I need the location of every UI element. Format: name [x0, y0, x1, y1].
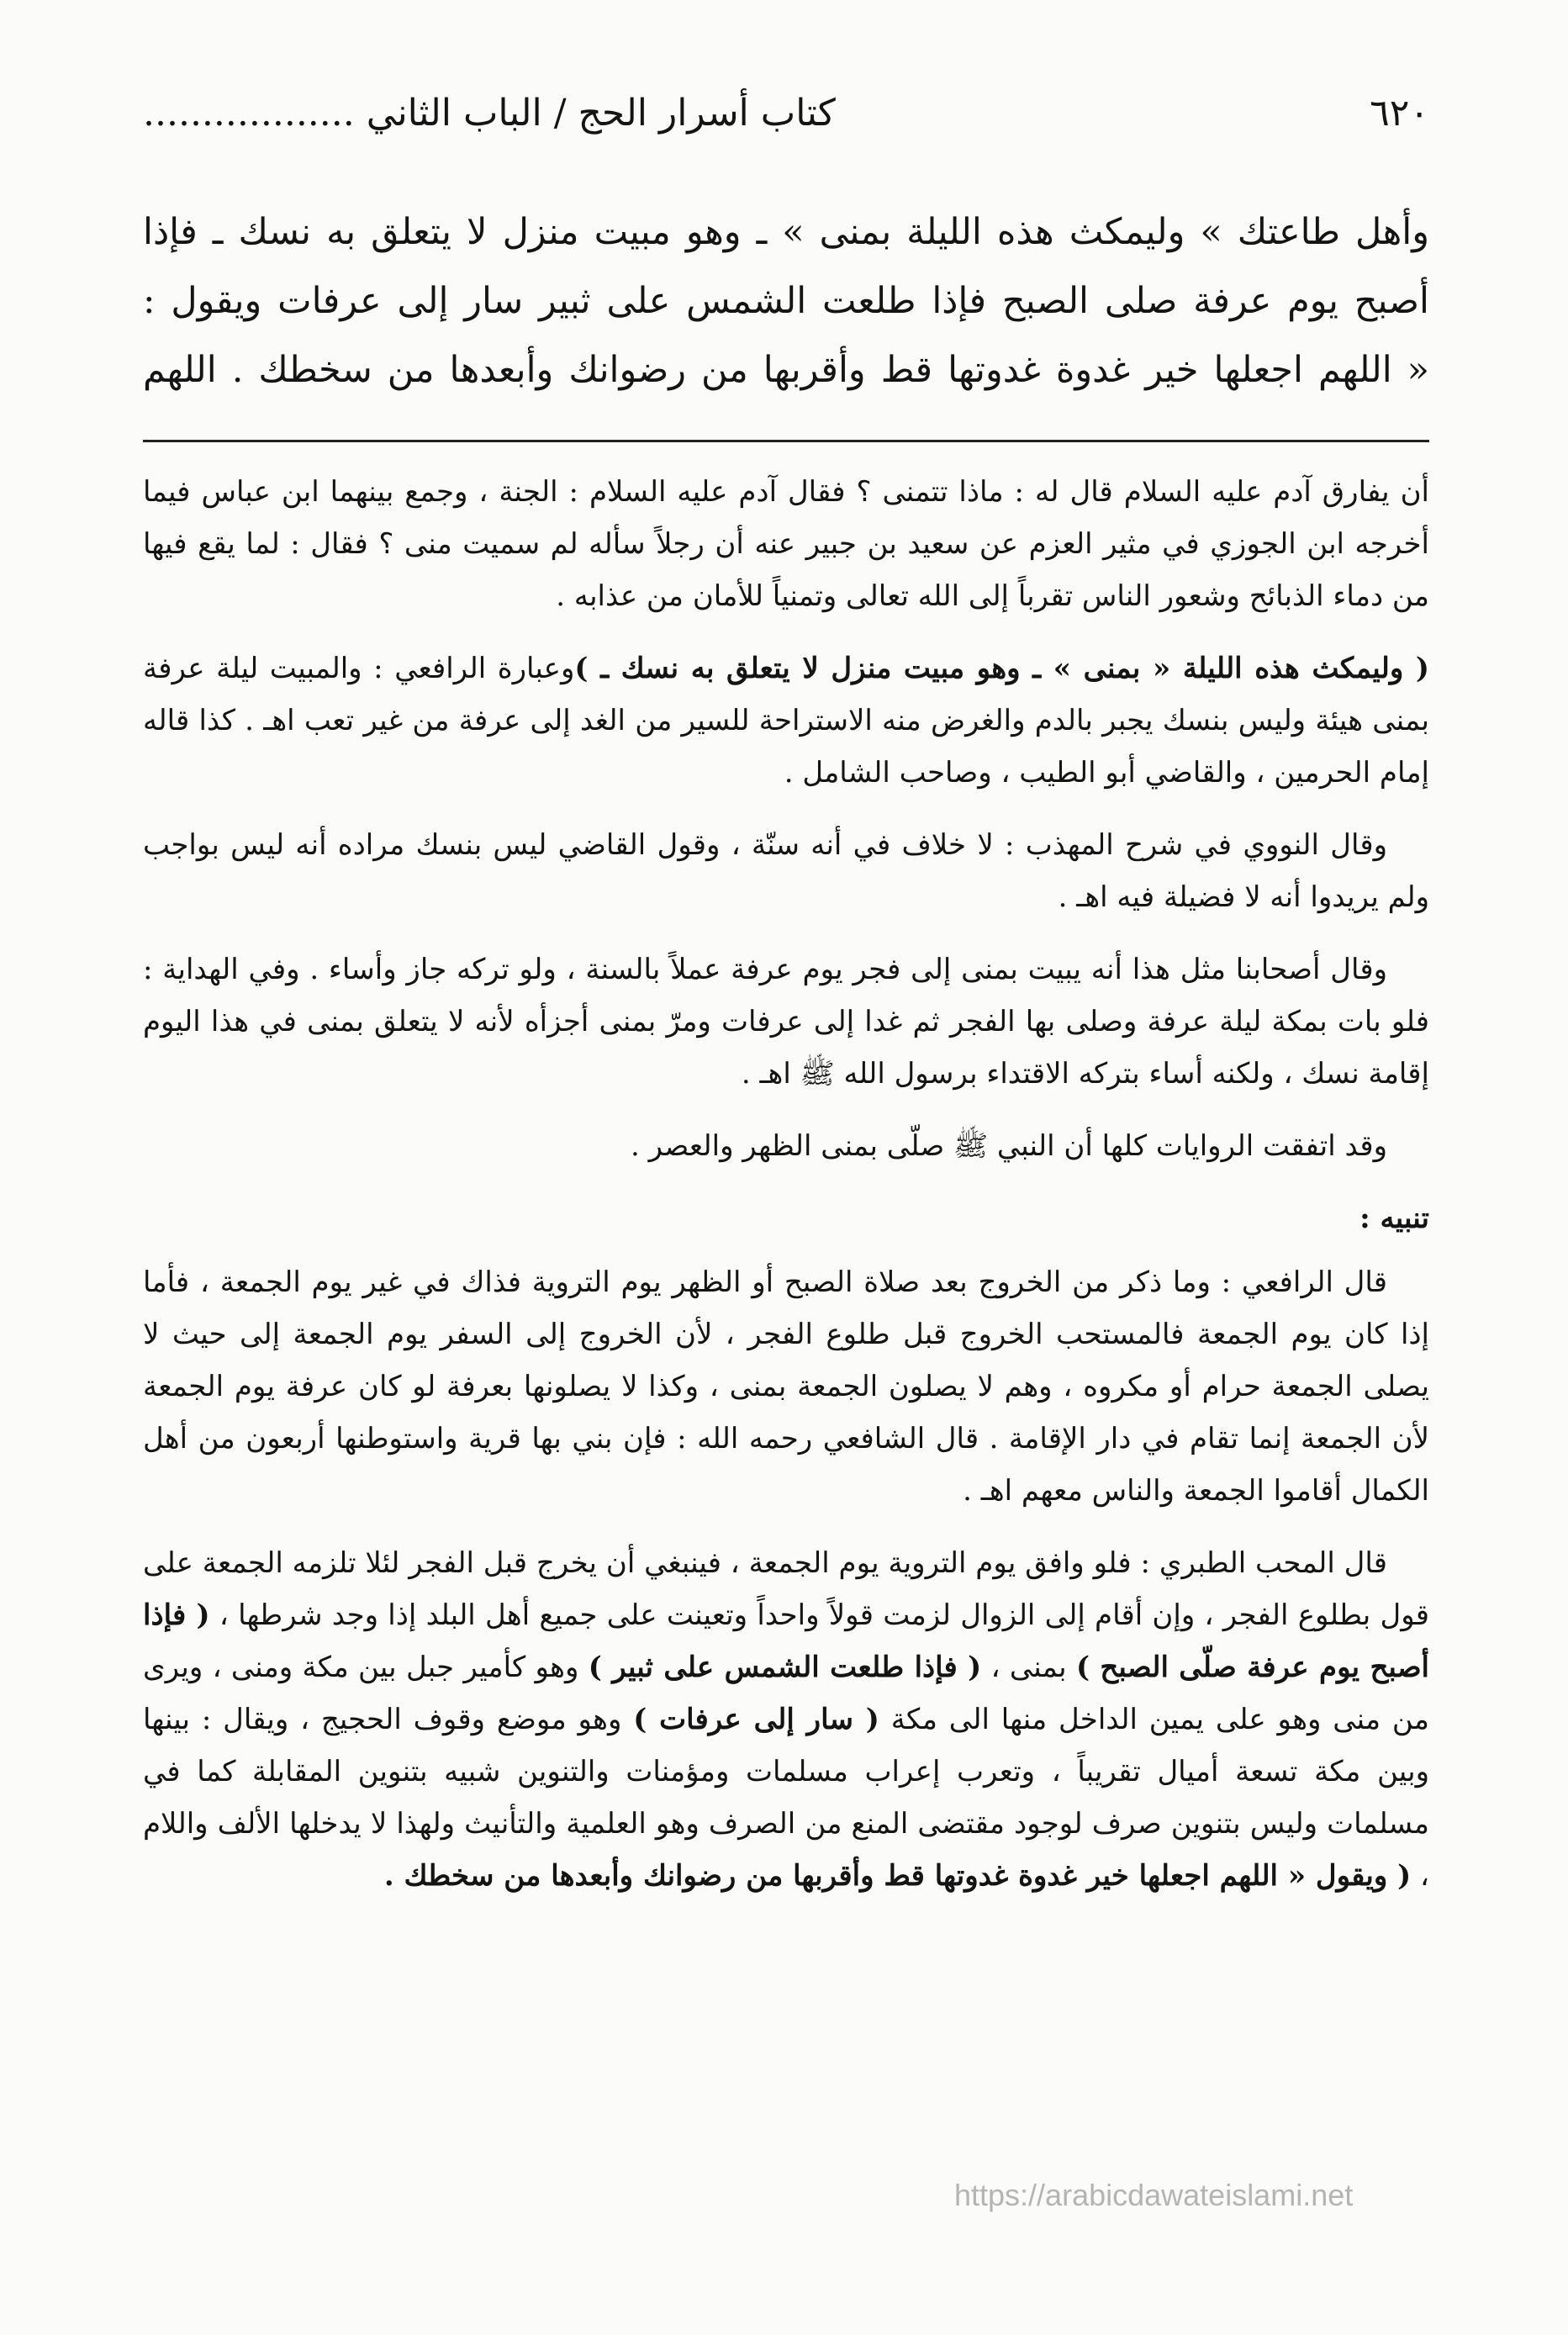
footnote-paragraph: وقال النووي في شرح المهذب : لا خلاف في أنه سنّة ، وقول القاضي ليس بنسك مراده أنه ليس بواجب ولم يريدوا أنه لا فضيلة فيه اهـ . — [143, 828, 1429, 914]
running-title — [143, 80, 836, 147]
main-line: أصبح يوم عرفة صلى الصبح فإذا طلعت الشمس على ثبير سار إلى عرفات ويقول : — [143, 280, 1429, 322]
footnote-paragraph: وقال أصحابنا مثل هذا أنه يبيت بمنى إلى فجر يوم عرفة عملاً بالسنة ، ولو تركه جاز وأساء . وفي الهداية : فلو بات بمكة ليلة عرفة وصلى بها الفجر ثم غدا إلى عرفات ومرّ بمنى أجزأه لأنه لا يتعلق بمنى في هذا اليوم إقامة نسك ، ولكنه أساء بتركه الاقتداء برسول الله ﷺ اهـ . — [143, 953, 1429, 1091]
footnote-paragraph — [143, 1537, 1429, 1902]
commentary-text: وهو كأمير جبل بين مكة ومنى ، ويرى من منى وهو على يمين الداخل منها الى مكة — [143, 1651, 1429, 1736]
matn-quote: ( سار إلى عرفات ) — [633, 1703, 879, 1736]
running-title-text: كتاب أسرار الحج / الباب الثاني — [366, 92, 836, 135]
matn-quote: ( وليمكث هذه الليلة « بمنى » ـ وهو مبيت منزل لا يتعلق به نسك ـ ) — [574, 652, 1430, 685]
footnote-paragraph: أن يفارق آدم عليه السلام قال له : ماذا تتمنى ؟ فقال آدم عليه السلام : الجنة ، وجمع بينهما ابن عباس فيما أخرجه ابن الجوزي في مثير العزم عن سعيد بن جبير عنه أن رجلاً سأله لم سميت منى ؟ فقال : لما يقع فيها من دماء الذبائح وشعور الناس تقرباً إلى الله تعالى وتمنياً للأمان من عذابه . — [143, 475, 1429, 613]
title-dots: .................. — [143, 92, 355, 135]
commentary-text: وهو موضع وقوف الحجيج ، ويقال : بينها وبين مكة تسعة أميال تقريباً ، وتعرب إعراب مسلمات ومؤمنات والتنوين شبيه بتنوين المقابلة كما في مسلمات وليس بتنوين صرف لوجود مقتضى المنع من الصرف وهو العلمية والتأنيث ولهذا لا يدخلها الألف واللام ، — [143, 1703, 1429, 1893]
page-header — [143, 80, 1429, 147]
main-line: « اللهم اجعلها خير غدوة غدوتها قط وأقربها من رضوانك وأبعدها من سخطك . اللهم — [143, 349, 1429, 391]
watermark-url: https://arabicdawateislami.net — [954, 2178, 1354, 2212]
commentary-text: بمنى ، — [990, 1651, 1067, 1684]
matn-quote: ( ويقول « اللهم اجعلها خير غدوة غدوتها قط وأقربها من رضوانك وأبعدها من سخطك . — [383, 1859, 1412, 1893]
commentary-text: وعبارة الرافعي : والمبيت ليلة عرفة بمنى هيئة وليس بنسك يجبر بالدم والغرض منه الاستراحة للسير من الغد إلى عرفة من غير تعب اهـ . كذا قاله إمام الحرمين ، والقاضي أبو الطيب ، وصاحب الشامل . — [143, 652, 1429, 790]
matn-quote: ( فإذا أصبح يوم عرفة صلّى الصبح ) — [143, 1598, 1430, 1684]
notice-heading: تنبيه : — [1359, 1202, 1429, 1235]
matn-quote: ( فإذا طلعت الشمس على ثبير ) — [588, 1651, 982, 1684]
book-page — [143, 80, 1429, 1922]
footnotes — [143, 466, 1429, 1902]
main-text — [143, 198, 1429, 404]
commentary-text: قال المحب الطبري : فلو وافق يوم التروية يوم الجمعة ، فينبغي أن يخرج قبل الفجر لئلا تلزمه الجمعة على قول بطلوع الفجر ، وإن أقام إلى الزوال لزمت قولاً واحداً وتعينت على جميع أهل البلد إذا وجد شرطها ، — [143, 1546, 1430, 1632]
page-number: ٦٢٠ — [1370, 92, 1429, 135]
footnote-paragraph: وقد اتفقت الروايات كلها أن النبي ﷺ صلّى بمنى الظهر والعصر . — [631, 1129, 1387, 1163]
main-line: وأهل طاعتك » وليمكث هذه الليلة بمنى » ـ وهو مبيت منزل لا يتعلق به نسك ـ فإذا — [143, 211, 1429, 253]
footnote-paragraph: قال الرافعي : وما ذكر من الخروج بعد صلاة الصبح أو الظهر يوم التروية فذاك في غير يوم الجمعة ، فأما إذا كان يوم الجمعة فالمستحب الخروج قبل طلوع الفجر ، لأن الخروج إلى السفر يوم الجمعة إلى حيث لا يصلى الجمعة حرام أو مكروه ، وهم لا يصلون الجمعة بمنى ، وكذا لا يصلونها بعرفة لو كان عرفة يوم الجمعة لأن الجمعة إنما تقام في دار الإقامة . قال الشافعي رحمه الله : فإن بني بها قرية واستوطنها أربعون من أهل الكمال أقاموا الجمعة والناس معهم اهـ . — [143, 1265, 1429, 1508]
footnote-divider — [143, 440, 1429, 442]
footnote-paragraph — [143, 642, 1429, 799]
